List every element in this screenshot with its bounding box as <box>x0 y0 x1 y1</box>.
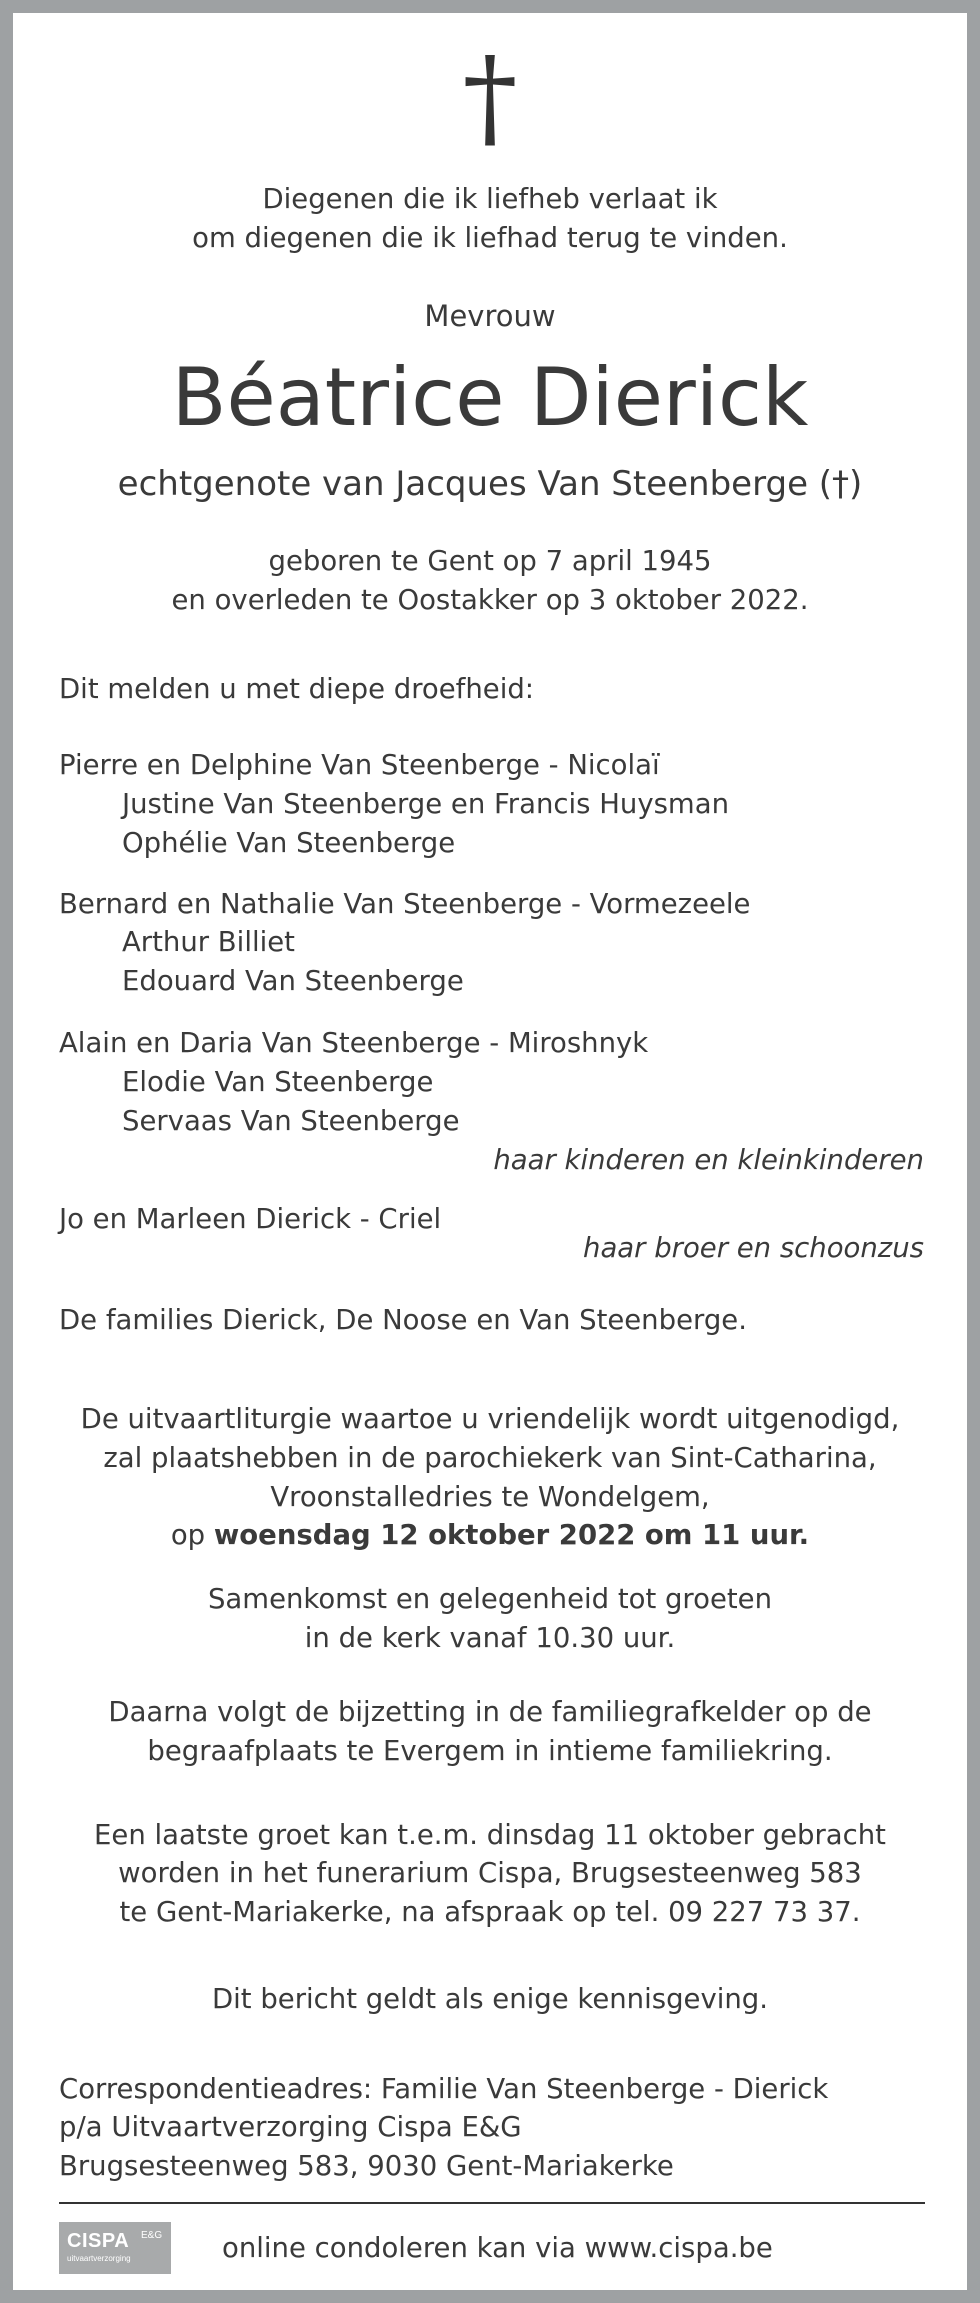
last-greeting-line: worden in het funerarium Cispa, Brugsesteenweg 583 <box>118 1857 862 1889</box>
family-parents: Alain en Daria Van Steenberge - Miroshnyk <box>59 1027 649 1059</box>
cross-icon: † <box>462 33 518 161</box>
gathering-line: Samenkomst en gelegenheid tot groeten <box>207 1583 773 1615</box>
family-parents: Pierre en Delphine Van Steenberge - Nicolaï <box>59 749 660 781</box>
logo-name: CISPA <box>67 2230 130 2252</box>
brother-caption: haar broer en schoonzus <box>583 1232 924 1264</box>
cispa-logo <box>59 2222 171 2274</box>
family-child: Arthur Billiet <box>122 926 295 958</box>
children-caption: haar kinderen en kleinkinderen <box>493 1144 924 1176</box>
divider <box>59 2202 925 2204</box>
extended-families: De families Dierick, De Noose en Van Steenberge. <box>59 1304 747 1336</box>
correspondence-line: Brugsesteenweg 583, 9030 Gent-Mariakerke <box>59 2150 674 2182</box>
family-child: Servaas Van Steenberge <box>122 1105 460 1137</box>
poem-line-1: Diegenen die ik liefheb verlaat ik <box>262 183 718 215</box>
intro-text: Dit melden u met diepe droefheid: <box>59 673 535 705</box>
deceased-name: Béatrice Dierick <box>171 351 809 444</box>
family-child: Elodie Van Steenberge <box>122 1066 434 1098</box>
spouse-line: echtgenote van Jacques Van Steenberge (†) <box>117 464 863 504</box>
family-parents: Bernard en Nathalie Van Steenberge - Vormezeele <box>59 888 751 920</box>
burial-line: begraafplaats te Evergem in intieme familiekring. <box>147 1735 833 1767</box>
birth-line: geboren te Gent op 7 april 1945 <box>268 545 712 577</box>
burial-line: Daarna volgt de bijzetting in de familiegrafkelder op de <box>108 1696 872 1728</box>
liturgy-date-bold: woensdag 12 oktober 2022 om 11 uur. <box>213 1519 810 1551</box>
liturgy-line: Vroonstalledries te Wondelgem, <box>270 1481 710 1513</box>
liturgy-line: zal plaatshebben in de parochiekerk van Sint-Catharina, <box>103 1442 877 1474</box>
condolence-text: online condoleren kan via www.cispa.be <box>222 2232 773 2264</box>
last-greeting-line: te Gent-Mariakerke, na afspraak op tel. 09 227 73 37. <box>119 1896 861 1928</box>
correspondence-line: p/a Uitvaartverzorging Cispa E&G <box>59 2111 522 2143</box>
family-child: Ophélie Van Steenberge <box>122 827 456 859</box>
gathering-line: in de kerk vanaf 10.30 uur. <box>304 1622 676 1654</box>
liturgy-date-prefix: op <box>170 1519 214 1551</box>
family-child: Justine Van Steenberge en Francis Huysman <box>122 788 730 820</box>
liturgy-line: De uitvaartliturgie waartoe u vriendelijk wordt uitgenodigd, <box>80 1403 900 1435</box>
death-line: en overleden te Oostakker op 3 oktober 2022. <box>171 584 809 616</box>
correspondence-line: Correspondentieadres: Familie Van Steenberge - Dierick <box>59 2073 829 2105</box>
poem-line-2: om diegenen die ik liefhad terug te vinden. <box>192 222 788 254</box>
logo-subtitle: uitvaartverzorging <box>67 2254 131 2263</box>
last-greeting-line: Een laatste groet kan t.e.m. dinsdag 11 oktober gebracht <box>94 1819 886 1851</box>
logo-suffix: E&G <box>141 2230 163 2241</box>
honorific: Mevrouw <box>424 299 556 333</box>
brother-line: Jo en Marleen Dierick - Criel <box>59 1203 442 1235</box>
family-child: Edouard Van Steenberge <box>122 965 464 997</box>
liturgy-date <box>13 1515 967 1555</box>
notice-text: Dit bericht geldt als enige kennisgeving. <box>211 1983 768 2015</box>
